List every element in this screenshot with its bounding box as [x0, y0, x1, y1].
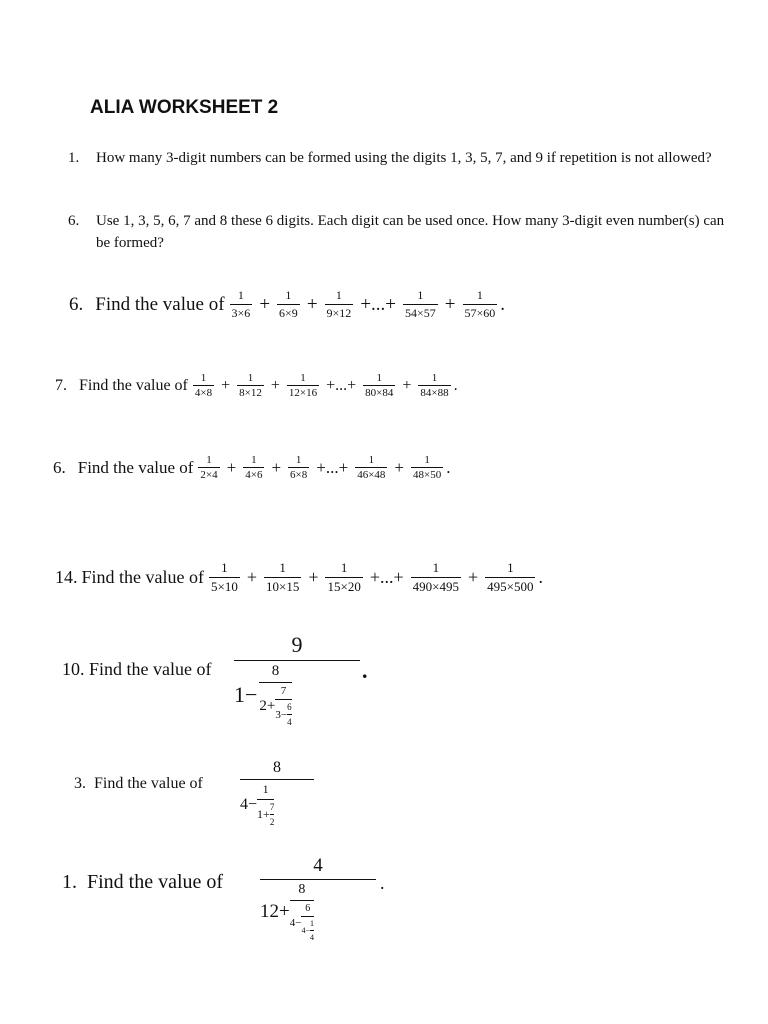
plus-sign: + [271, 457, 282, 477]
fraction-term: $\frac{1}{46\times 48}$ [357, 454, 386, 481]
question-label: 10. Find the value of [62, 659, 212, 679]
fraction-term: $\frac{1}{495\times 500}$ [487, 560, 534, 594]
series-question-1 [69, 288, 505, 321]
fraction-term: $\frac{1}{490\times 495}$ [412, 560, 459, 594]
question-prompt: Find the value of [79, 376, 188, 394]
fraction-term: $\frac{1}{2\times 4}$ [200, 454, 218, 481]
fraction-term: $\frac{1}{12\times 16}$ [288, 372, 318, 399]
plus-sign: + [306, 293, 318, 315]
continued-fraction-question-2 [74, 759, 334, 839]
question-number: 1. [68, 150, 80, 166]
fraction-term: $\frac{1}{57\times 60}$ [464, 288, 496, 320]
series-question-3 [53, 454, 450, 481]
question-prompt: Find the value of [81, 567, 204, 587]
continued-fraction-question-3 [62, 855, 392, 955]
fraction-term: $\frac{1}{54\times 57}$ [405, 288, 436, 320]
plus-sign: + [308, 567, 319, 587]
fraction-term: $\frac{1}{8\times 12}$ [239, 372, 262, 399]
fraction-term: $\frac{1}{15\times 20}$ [327, 560, 361, 594]
fraction-term: $\frac{1}{6\times 9}$ [279, 288, 298, 320]
question-number: 6. [68, 213, 80, 229]
continued-fraction: 4 12+ 8 4− 6 4− $\frac{1}{4}$ [260, 855, 376, 942]
continued-fraction: 8 4− 1 1+ $\frac{7}{2}$ [240, 759, 314, 827]
continued-fraction: 9 1− 8 2+ 7 3− $\frac{6}{4}$ [234, 632, 360, 727]
plus-sign: + [221, 376, 231, 394]
question-label: 1. Find the value of [62, 871, 224, 893]
plus-sign: + [246, 567, 257, 587]
question-prompt: Find the value of [95, 293, 225, 315]
period: . [453, 376, 458, 394]
ellipsis: +...+ [326, 376, 357, 394]
question-text: Use 1, 3, 5, 6, 7 and 8 these 6 digits. Each digit can be used once. How many 3-digit even number(s) can be formed? [96, 213, 725, 251]
period: . [380, 873, 385, 893]
series-question-4 [55, 560, 543, 595]
question-text: How many 3-digit numbers can be formed using the digits 1, 3, 5, 7, and 9 if repetition is not allowed? [96, 150, 712, 166]
plus-sign: + [444, 293, 456, 315]
plus-sign: + [259, 293, 271, 315]
fraction-term: $\frac{1}{4\times 6}$ [245, 454, 263, 481]
question-1 [68, 147, 728, 193]
plus-sign: + [226, 457, 237, 477]
plus-sign: + [394, 457, 405, 477]
continued-fraction-question-1 [62, 632, 392, 742]
fraction-term: $\frac{1}{48\times 50}$ [413, 454, 442, 481]
question-label: 3. Find the value of [74, 775, 203, 792]
plus-sign: + [467, 567, 479, 587]
fraction-term: $\frac{1}{84\times 88}$ [420, 372, 449, 399]
series-question-2 [55, 372, 458, 399]
ellipsis: +...+ [316, 457, 349, 477]
question-number: 6. [69, 293, 84, 315]
question-number: 7. [55, 376, 67, 394]
plus-sign: + [402, 376, 412, 394]
fraction-term: $\frac{1}{5\times 10}$ [210, 560, 238, 594]
question-2 [68, 210, 728, 256]
fraction-term: $\frac{1}{9\times 12}$ [326, 288, 352, 320]
plus-sign: + [270, 376, 280, 394]
period: . [362, 658, 368, 683]
ellipsis: +...+ [369, 567, 404, 587]
fraction-term: $\frac{1}{6\times 8}$ [290, 454, 308, 481]
period: . [446, 457, 451, 477]
question-prompt: Find the value of [77, 457, 194, 477]
fraction-term: $\frac{1}{3\times 6}$ [231, 288, 251, 320]
ellipsis: +...+ [360, 293, 396, 315]
fraction-term: $\frac{1}{4\times 8}$ [194, 372, 213, 399]
period: . [500, 293, 506, 315]
question-number: 6. [53, 457, 66, 477]
worksheet-title: ALIA WORKSHEET 2 [90, 97, 279, 118]
period: . [538, 567, 543, 587]
fraction-term: $\frac{1}{10\times 15}$ [265, 560, 300, 594]
question-number: 14. [55, 567, 78, 587]
fraction-term: $\frac{1}{80\times 84}$ [365, 372, 394, 399]
